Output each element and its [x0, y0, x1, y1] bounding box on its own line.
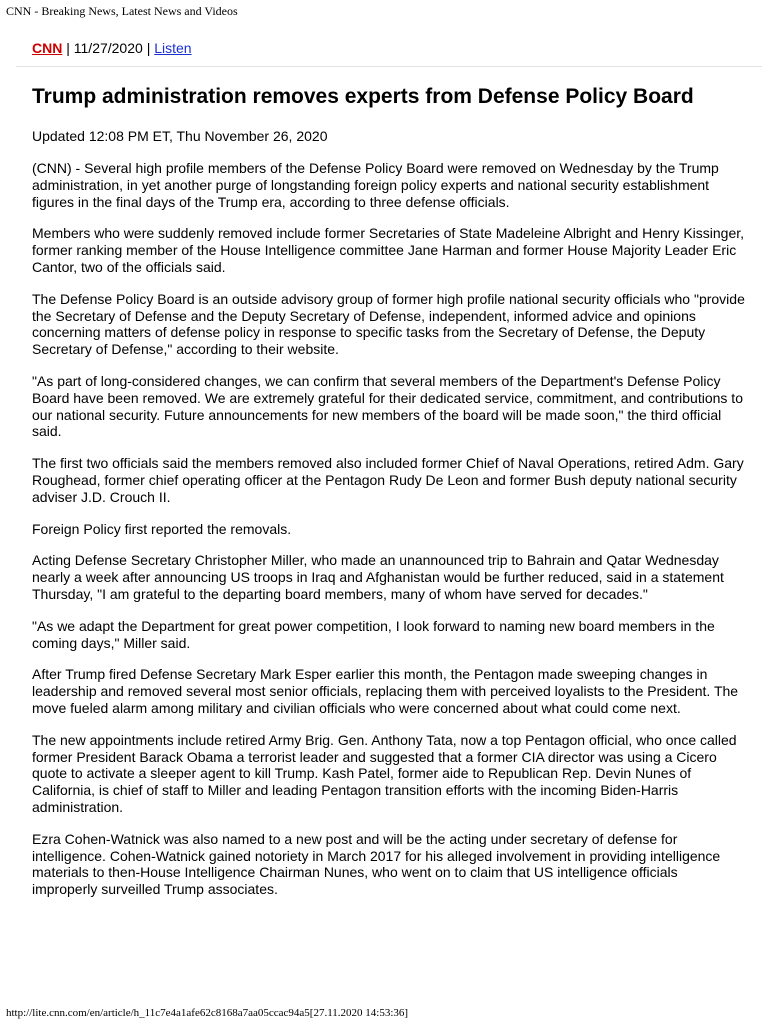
article-body — [32, 160, 746, 898]
paragraph: The Defense Policy Board is an outside advisory group of former high profile national security officials who "provide the Secretary of Defense and the Deputy Secretary of Defense, independent, informed advice and opinions concerning matters of defense policy in response to specific tasks from the Secretary of Defense, the Deputy Secretary of Defense," according to their website. — [32, 290, 745, 358]
print-footer-url: http://lite.cnn.com/en/article/h_11c7e4a1afe62c8168a7aa05ccac94a5[27.11.2020 14:53:36] — [6, 1007, 409, 1019]
paragraph: The new appointments include retired Army Brig. Gen. Anthony Tata, now a top Pentagon official, who once called former President Barack Obama a terrorist leader and suggested that a former CIA director was using a Cicero quote to activate a sleeper agent to kill Trump. Kash Patel, former aide to Republican Rep. Devin Nunes of California, is chief of staff to Miller and leading Pentagon transition efforts with the incoming Biden-Harris administration. — [32, 731, 737, 815]
paragraph: "As we adapt the Department for great power competition, I look forward to naming new board members in the coming days," Miller said. — [32, 617, 715, 651]
paragraph: Acting Defense Secretary Christopher Miller, who made an unannounced trip to Bahrain and Qatar Wednesday nearly a week after announcing US troops in Iraq and Afghanistan would be further reduced, said in a statement Thursday, "I am grateful to the departing board members, many of whom have served for decades." — [32, 552, 724, 602]
separator: | — [66, 40, 70, 56]
paragraph: "As part of long-considered changes, we can confirm that several members of the Department's Defense Policy Board have been removed. We are extremely grateful for their dedicated service, commitment, and contributions to our national security. Future announcements for new members of the board will be made soon," the third official said. — [32, 372, 743, 440]
headline: Trump administration removes experts from Defense Policy Board — [32, 85, 694, 108]
paragraph: After Trump fired Defense Secretary Mark Esper earlier this month, the Pentagon made sweeping changes in leadership and removed several most senior officials, replacing them with perceived loyalists to the President. The move fueled alarm among military and civilian officials who were concerned about what could come next. — [32, 666, 739, 716]
listen-link[interactable]: Listen — [154, 40, 192, 56]
paragraph: Foreign Policy first reported the removals. — [32, 520, 292, 537]
paragraph: The first two officials said the members removed also included former Chief of Naval Operations, retired Adm. Gary Roughead, former chief operating officer at the Pentagon Rudy De Leon and former Bush deputy national security adviser J.D. Crouch II. — [32, 455, 744, 505]
paragraph: Members who were suddenly removed include former Secretaries of State Madeleine Albright and Henry Kissinger, former ranking member of the House Intelligence committee Jane Harman and former House Majority Leader Eric Cantor, two of the officials said. — [32, 225, 745, 275]
site-bar — [32, 38, 192, 58]
publish-date: 11/27/2020 — [73, 40, 143, 56]
header-divider — [16, 66, 762, 67]
paragraph: Ezra Cohen-Watnick was also named to a new post and will be the acting under secretary of defense for intelligence. Cohen-Watnick gained notoriety in March 2017 for his alleged involvement in providing intelligence materials to then-House Intelligence Chairman Nunes, who went on to claim that US intelligence officials improperly surveilled Trump associates. — [32, 830, 721, 898]
paragraph: (CNN) - Several high profile members of the Defense Policy Board were removed on Wednesday by the Trump administration, in yet another purge of longstanding foreign policy experts and national security establishment figures in the final days of the Trump era, according to three defense officials. — [32, 160, 719, 210]
print-header-title: CNN - Breaking News, Latest News and Videos — [6, 4, 238, 18]
cnn-logo-link[interactable]: CNN — [32, 40, 63, 56]
separator: | — [146, 40, 151, 56]
article — [32, 84, 746, 898]
updated-timestamp: Updated 12:08 PM ET, Thu November 26, 2020 — [32, 128, 328, 144]
